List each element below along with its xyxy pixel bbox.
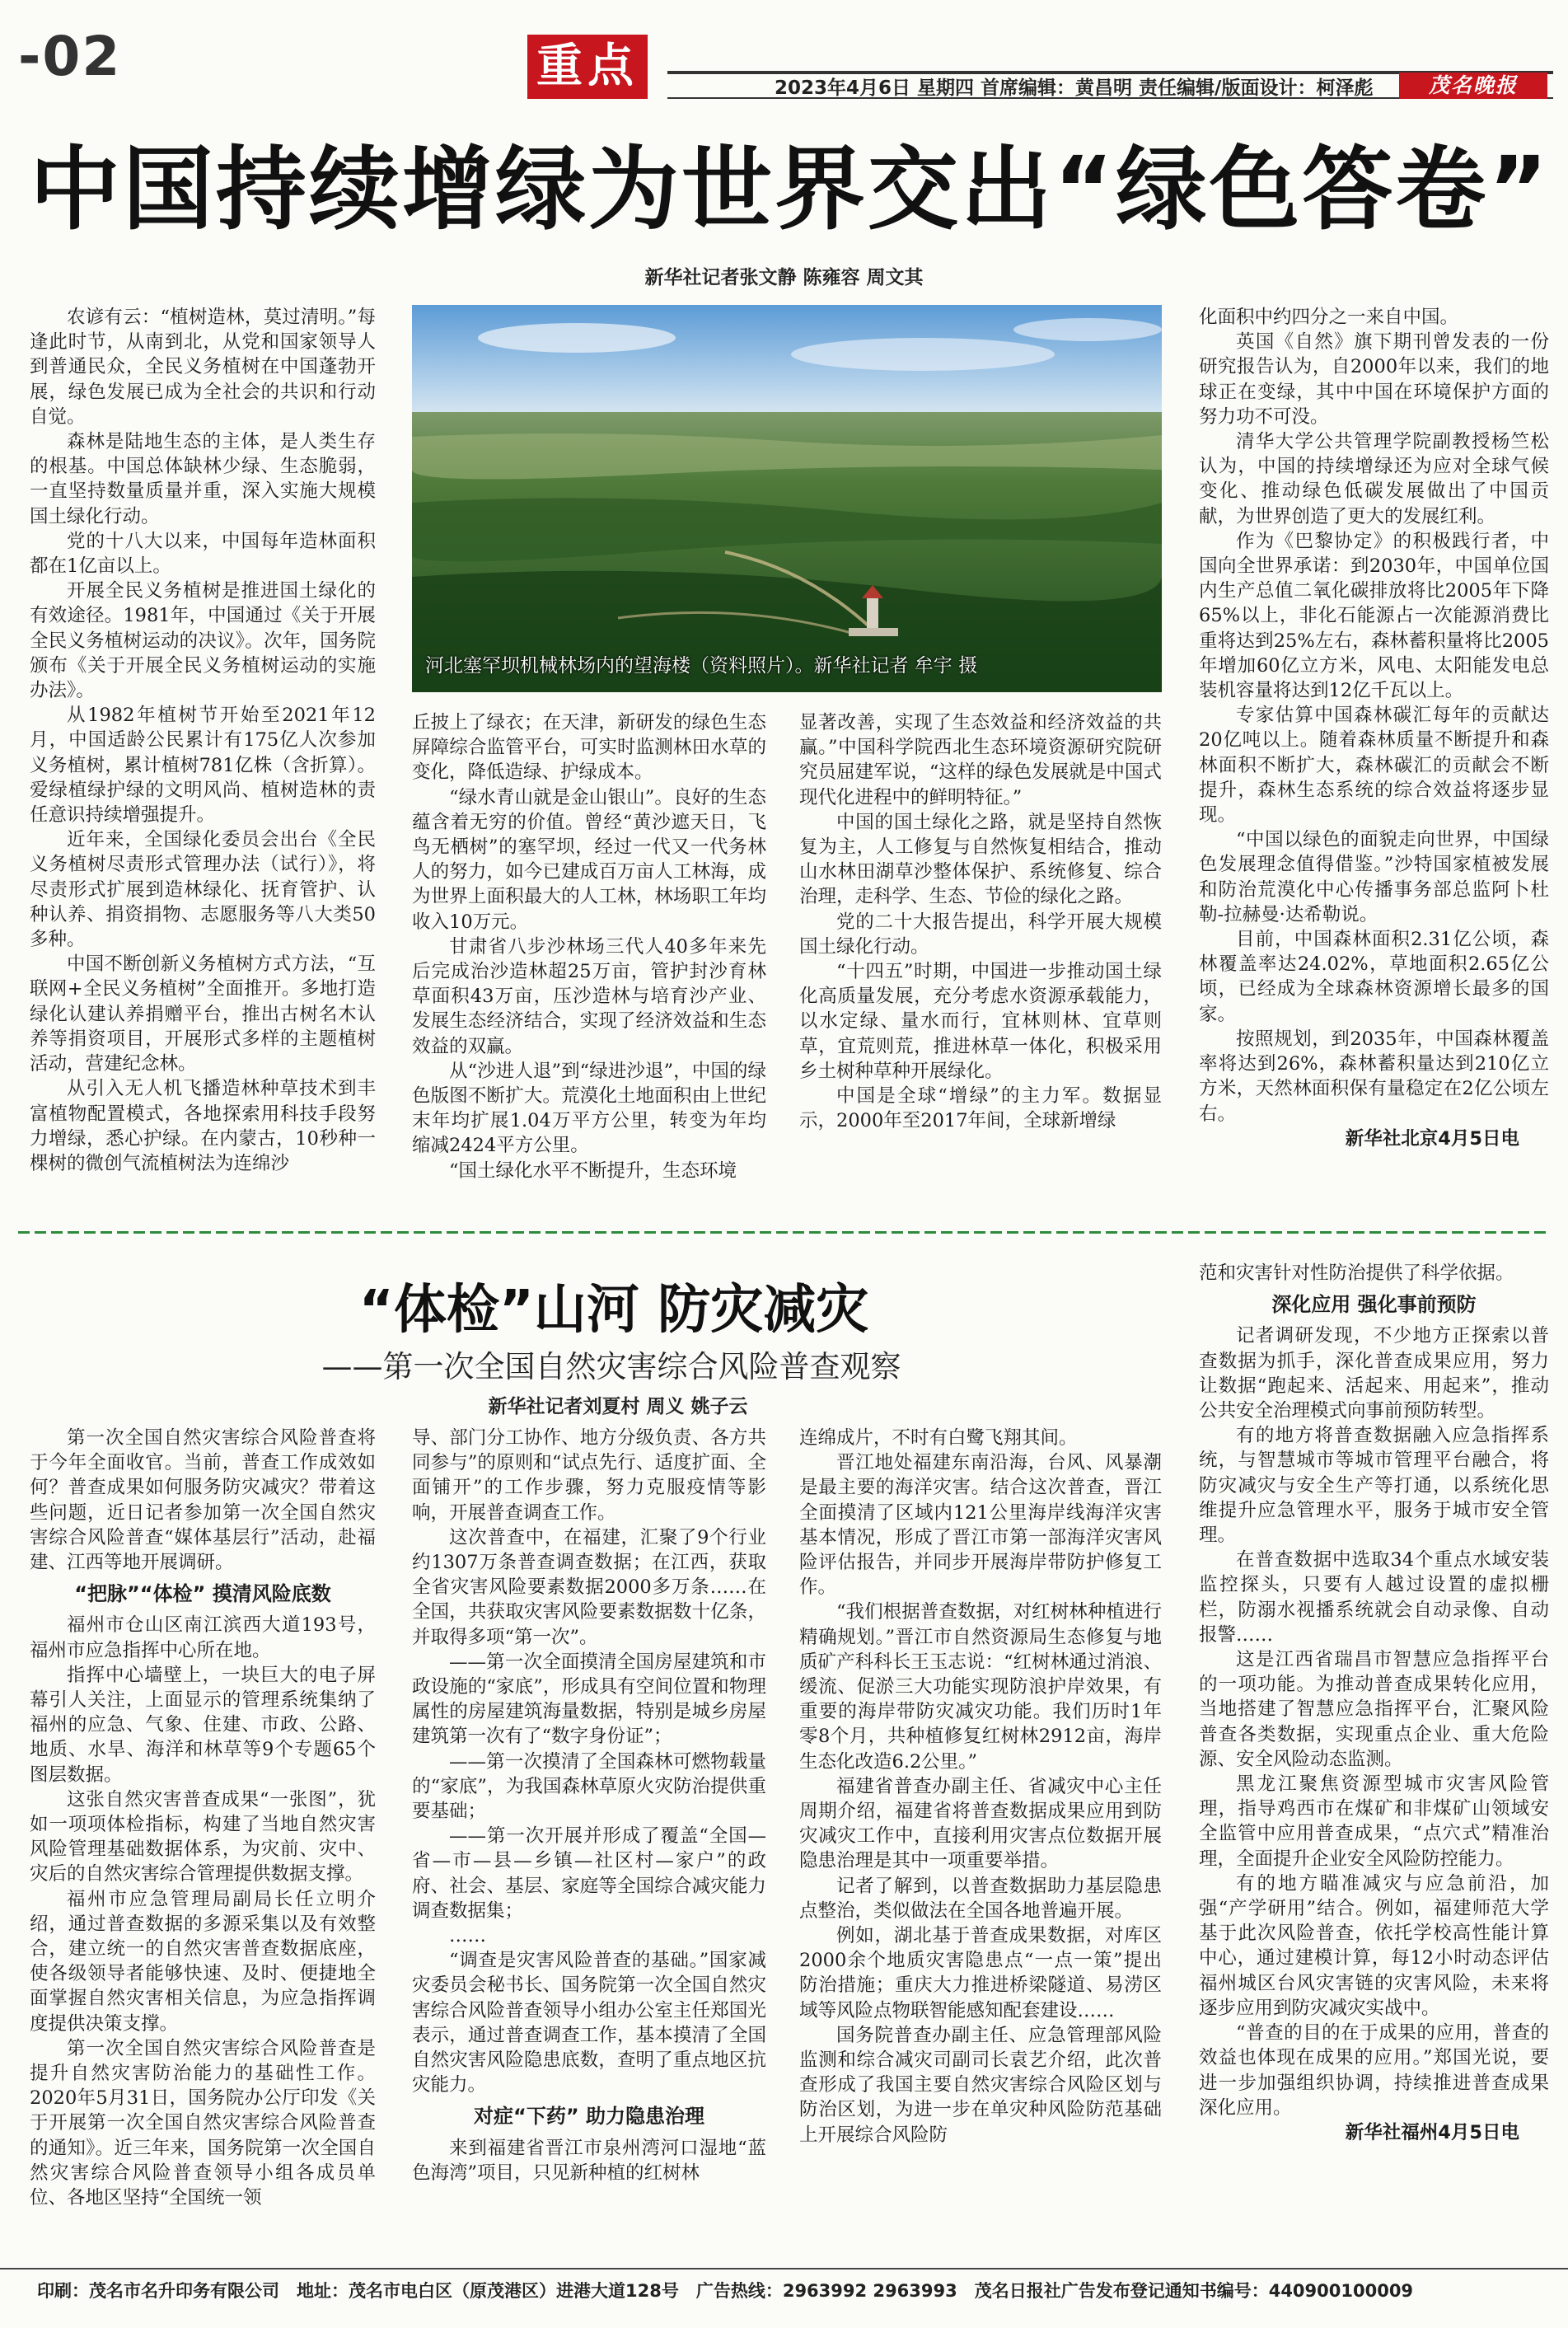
photo-caption: 河北塞罕坝机械林场内的望海楼（资料照片）。新华社记者 牟宇 摄 bbox=[425, 655, 978, 677]
paragraph: 例如，湖北基于普查成果数据，对库区2000余个地质灾害隐患点“一点一策”提出防治措施；重庆大力推进桥梁隧道、易涝区域等风险点物联智能感知配套建设…… bbox=[799, 1925, 1162, 2021]
paragraph: …… bbox=[449, 1925, 486, 1947]
paragraph: 记者了解到，以普查数据助力基层隐患点整治，类似做法在全国各地普遍开展。 bbox=[799, 1875, 1162, 1922]
paragraph: 森林是陆地生态的主体，是人类生存的根基。中国总体缺林少绿、生态脆弱，一直坚持数量质量并重，深入实施大规模国土绿化行动。 bbox=[30, 431, 376, 527]
paragraph: “中国以绿色的面貌走向世界，中国绿色发展理念值得借鉴。”沙特国家植被发展和防治荒漠化中心传播事务部总监阿卜杜勒-拉赫曼·达希勒说。 bbox=[1199, 829, 1549, 925]
paragraph: 连绵成片，不时有白鹭飞翔其间。 bbox=[799, 1427, 1078, 1449]
paragraph: 指挥中心墙壁上，一块巨大的电子屏幕引人关注，上面显示的管理系统集纳了福州的应急、气象、住建、市政、公路、地质、水旱、海洋和林草等9个专题65个图层数据。 bbox=[30, 1664, 376, 1786]
footer-rule bbox=[0, 2268, 1568, 2269]
section-divider bbox=[18, 1231, 1551, 1234]
paragraph: 显著改善，实现了生态效益和经济效益的共赢。”中国科学院西北生态环境资源研究院研究员屈建军说，“这样的绿色发展就是中国式现代化进程中的鲜明特征。” bbox=[799, 712, 1162, 808]
paragraph: 这张自然灾害普查成果“一张图”，犹如一项项体检指标，构建了当地自然灾害风险管理基础数据体系，为灾前、灾中、灾后的自然灾害综合管理提供数据支撑。 bbox=[30, 1788, 376, 1885]
paragraph: 这是江西省瑞昌市智慧应急指挥平台的一项功能。为推动普查成果转化应用，当地搭建了智慧应急指挥平台，汇聚风险普查各类数据，实现重点企业、重大危险源、安全风险动态监测。 bbox=[1199, 1649, 1549, 1770]
paragraph: 英国《自然》旗下期刊曾发表的一份研究报告认为，自2000年以来，我们的地球正在变绿，其中中国在环境保护方面的努力功不可没。 bbox=[1199, 331, 1549, 428]
paragraph: 福建省普查办副主任、省减灾中心主任周期介绍，福建省将普查数据成果应用到防灾减灾工作中，直接利用灾害点位数据开展隐患治理是其中一项重要举措。 bbox=[799, 1775, 1162, 1872]
article1-column-4 bbox=[1199, 305, 1549, 1211]
paragraph: 福州市仓山区南江滨西大道193号，福州市应急指挥中心所在地。 bbox=[30, 1614, 376, 1661]
page-number: -02 bbox=[18, 25, 122, 88]
paragraph: “绿水青山就是金山银山”。良好的生态蕴含着无穷的价值。曾经“黄沙遮天日，飞鸟无栖树”的塞罕坝，经过一代又一代务林人的努力，如今已建成百万亩人工林海，成为世界上面积最大的人工林，林场职工年均收入10万元。 bbox=[412, 786, 766, 933]
paragraph: 范和灾害针对性防治提供了科学依据。 bbox=[1199, 1262, 1514, 1284]
paragraph: 记者调研发现，不少地方正探索以普查数据为抓手，深化普查成果应用，努力让数据“跑起来、活起来、用起来”，推动公共安全治理模式向事前预防转型。 bbox=[1199, 1325, 1549, 1422]
paragraph: “国土绿化水平不断提升，生态环境 bbox=[449, 1159, 737, 1182]
forest-landscape-image bbox=[412, 305, 1162, 692]
article2-column-2-body bbox=[412, 1426, 766, 2097]
article2-byline: 新华社记者刘夏村 周义 姚子云 bbox=[488, 1396, 748, 1417]
paragraph: “我们根据普查数据，对红树林种植进行精确规划。”晋江市自然资源局生态修复与地质矿产科科长王玉志说：“红树林通过消浪、缓流、促淤三大功能实现防浪护岸效果，有重要的海岸带防灾减灾功能。我们历时1年零8个月，共种植修复红树林2912亩，海岸生态化改造6.2公里。” bbox=[799, 1601, 1162, 1773]
section-tag: 重点 bbox=[527, 35, 648, 99]
article2-intro bbox=[30, 1426, 376, 1575]
article2-subhead-2: 对症“下药” 助力隐患治理 bbox=[474, 2105, 704, 2129]
paragraph: 作为《巴黎协定》的积极践行者，中国向全世界承诺：到2030年，中国单位国内生产总值二氧化碳排放将比2005年下降65%以上，非化石能源占一次能源消费比重将达到25%左右，森林蓄积量将比2005年增加60亿立方米，风电、太阳能发电总装机容量将达到12亿千瓦以上。 bbox=[1199, 530, 1549, 702]
paragraph: ——第一次摸清了全国森林可燃物载量的“家底”，为我国森林草原火灾防治提供重要基础； bbox=[412, 1750, 766, 1823]
forest-photo bbox=[412, 305, 1162, 692]
paragraph: 甘肃省八步沙林场三代人40多年来先后完成治沙造林超25万亩，管护封沙育林草面积43万亩，压沙造林与培育沙产业、发展生态经济结合，实现了经济效益和生态效益的双赢。 bbox=[412, 935, 766, 1057]
paragraph: 中国的国土绿化之路，就是坚持自然恢复为主，人工修复与自然恢复相结合，推动山水林田湖草沙整体保护、系统修复、综合治理，走科学、生态、节俭的绿化之路。 bbox=[799, 811, 1162, 908]
paragraph: 从引入无人机飞播造林种草技术到丰富植物配置模式，各地探索用科技手段努力增绿，悉心护绿。在内蒙古，10秒种一棵树的微创气流植树法为连绵沙 bbox=[30, 1078, 376, 1174]
article2-dateline: 新华社福州4月5日电 bbox=[1345, 2121, 1519, 2143]
paragraph: “十四五”时期，中国进一步推动国土绿化高质量发展，充分考虑水资源承载能力，以水定绿、量水而行，宜林则林、宜草则草，宜荒则荒，推进林草一体化，积极采用乡土树种草种开展绿化。 bbox=[799, 961, 1162, 1082]
paragraph: 党的十八大以来，中国每年造林面积都在1亿亩以上。 bbox=[30, 530, 376, 578]
article2-subhead-3: 深化应用 强化事前预防 bbox=[1271, 1293, 1477, 1317]
article2-headline: “体检”山河 防灾减灾 bbox=[358, 1280, 869, 1341]
paragraph: 中国是全球“增绿”的主力军。数据显示，2000年至2017年间，全球新增绿 bbox=[799, 1085, 1162, 1132]
article2-subhead-1: “把脉”“体检” 摸清风险底数 bbox=[74, 1582, 331, 1606]
paragraph: 近年来，全国绿化委员会出台《全民义务植树尽责形式管理办法（试行）》，将尽责形式扩展到造林绿化、抚育管护、认种认养、捐资捐物、志愿服务等八大类50多种。 bbox=[30, 829, 376, 951]
paragraph: 有的地方瞄准减灾与应急前沿，加强“产学研用”结合。例如，福建师范大学基于此次风险普查，依托学校高性能计算中心，通过建模计算，每12小时动态评估福州城区台风灾害链的灾害风险，未来将逐步应用到防灾减灾实战中。 bbox=[1199, 1872, 1549, 2019]
paragraph: 目前，中国森林面积2.31亿公顷，森林覆盖率达24.02%，草地面积2.65亿公顷，已经成为全球森林资源增长最多的国家。 bbox=[1199, 929, 1549, 1025]
paragraph: 党的二十大报告提出，科学开展大规模国土绿化行动。 bbox=[799, 911, 1162, 958]
paragraph: 这次普查中，在福建，汇聚了9个行业约1307万条普查调查数据；在江西，获取全省灾害风险要素数据2000多万条……在全国，共获取灾害风险要素数据数十亿条，并取得多项“第一次”。 bbox=[412, 1526, 766, 1648]
paragraph: 农谚有云：“植树造林，莫过清明。”每逢此时节，从南到北，从党和国家领导人到普通民众，全民义务植树在中国蓬勃开展，绿色发展已成为全社会的共识和行动自觉。 bbox=[30, 307, 376, 428]
paragraph: 在普查数据中选取34个重点水域安装监控探头，只要有人越过设置的虚拟栅栏，防溺水视播系统就会自动录像、自动报警…… bbox=[1199, 1549, 1549, 1646]
paragraph: 从1982年植树节开始至2021年12月，中国适龄公民累计有175亿人次参加义务植树，累计植树781亿株（含折算）。爱绿植绿护绿的文明风尚、植树造林的责任意识持续增强提升。 bbox=[30, 705, 376, 827]
paragraph: 清华大学公共管理学院副教授杨竺松认为，中国的持续增绿还为应对全球气候变化、推动绿色低碳发展做出了中国贡献，为世界创造了更大的发展红利。 bbox=[1199, 431, 1549, 527]
article1-headline: 中国持续增绿为世界交出“绿色答卷” bbox=[30, 137, 1551, 242]
paragraph: 开展全民义务植树是推进国土绿化的有效途径。1981年，中国通过《关于开展全民义务植树运动的决议》。次年，国务院颁布《关于开展全民义务植树运动的实施办法》。 bbox=[30, 580, 376, 702]
article2-column-4 bbox=[1199, 1261, 1549, 2250]
article2-subtitle: ——第一次全国自然灾害综合风险普查观察 bbox=[321, 1349, 901, 1384]
paragraph: 福州市应急管理局副局长任立明介绍，通过普查数据的多源采集以及有效整合，建立统一的自然灾害普查数据底座，使各级领导者能够快速、及时、便捷地全面掌握自然灾害相关信息，为应急指挥调度提供决策支撑。 bbox=[30, 1888, 376, 2035]
paragraph: ——第一次全面摸清全国房屋建筑和市政设施的“家底”，形成具有空间位置和物理属性的房屋建筑海量数据，特别是城乡房屋建筑第一次有了“数字身份证”； bbox=[412, 1651, 766, 1748]
newspaper-logo: 茂名晚报 bbox=[1399, 73, 1547, 99]
paragraph: 第一次全国自然灾害综合风险普查将于今年全面收官。当前，普查工作成效如何？普查成果如何服务防灾减灾？带着这些问题，近日记者参加第一次全国自然灾害综合风险普查“媒体基层行”活动，赴福建、江西等地开展调研。 bbox=[30, 1427, 376, 1574]
footer-imprint: 印刷：茂名市名升印务有限公司 地址：茂名市电白区（原茂港区）进港大道128号 广告热线：2963992 2963993 茂名日报社广告发布登记通知书编号：440900100009 bbox=[37, 2281, 1414, 2301]
paragraph: 晋江地处福建东南沿海，台风、风暴潮是最主要的海洋灾害。结合这次普查，晋江全面摸清了区域内121公里海岸线海洋灾害基本情况，形成了晋江市第一部海洋灾害风险评估报告，并同步开展海岸带防护修复工作。 bbox=[799, 1452, 1162, 1599]
article2-column-1 bbox=[30, 1426, 376, 2250]
paragraph: 中国不断创新义务植树方式方法，“互联网+全民义务植树”全面推开。多地打造绿化认建认养捐赠平台，推出古树名木认养等捐资项目，开展形式多样的主题植树活动，营建纪念林。 bbox=[30, 953, 376, 1075]
paragraph: “调查是灾害风险普查的基础。”国家减灾委员会秘书长、国务院第一次全国自然灾害综合风险普查领导小组办公室主任郑国光表示，通过普查调查工作，基本摸清了全国自然灾害风险隐患底数，查明了重点地区抗灾能力。 bbox=[412, 1950, 766, 2096]
article2-column-2-tail bbox=[412, 2136, 766, 2185]
article1-column-2 bbox=[412, 710, 766, 1213]
article1-byline: 新华社记者张文静 陈雍容 周文其 bbox=[644, 267, 924, 288]
issue-info: 2023年4月6日 星期四 首席编辑：黄昌明 责任编辑/版面设计：柯泽彪 bbox=[775, 77, 1374, 99]
paragraph: 从“沙进人退”到“绿进沙退”，中国的绿色版图不断扩大。荒漠化土地面积由上世纪末年均扩展1.04万平方公里，转变为年均缩减2424平方公里。 bbox=[412, 1060, 766, 1157]
article2-column-2 bbox=[412, 1426, 766, 2250]
article1-dateline: 新华社北京4月5日电 bbox=[1345, 1127, 1519, 1150]
article2-column-4-body bbox=[1199, 1323, 1549, 2120]
paragraph: 化面积中约四分之一来自中国。 bbox=[1199, 307, 1459, 328]
paragraph: 按照规划，到2035年，中国森林覆盖率将达到26%，森林蓄积量达到210亿立方米，天然林面积保有量稳定在2亿公顷左右。 bbox=[1199, 1028, 1549, 1125]
article2-column-4-intro bbox=[1199, 1261, 1549, 1286]
paragraph: 丘披上了绿衣；在天津，新研发的绿色生态屏障综合监管平台，可实时监测林田水草的变化，降低造绿、护绿成本。 bbox=[412, 712, 766, 784]
paragraph: 导、部门分工协作、地方分级负责、各方共同参与”的原则和“试点先行、适度扩面、全面铺开”的工作步骤，努力克服疫情等影响，开展普查调查工作。 bbox=[412, 1427, 766, 1524]
paragraph: ——第一次开展并形成了覆盖“全国—省—市—县—乡镇—社区村—家户”的政府、社会、基层、家庭等全国综合减灾能力调查数据集； bbox=[412, 1825, 766, 1922]
paragraph: “普查的目的在于成果的应用，普查的效益也体现在成果的应用。”郑国光说，要进一步加强组织协调，持续推进普查成果深化应用。 bbox=[1199, 2022, 1549, 2119]
paragraph: 来到福建省晋江市泉州湾河口湿地“蓝色海湾”项目，只见新种植的红树林 bbox=[412, 2137, 766, 2184]
paragraph: 国务院普查办副主任、应急管理部风险监测和综合减灾司副司长袁艺介绍，此次普查形成了我国主要自然灾害综合风险区划与防治区划，为进一步在单灾种风险防范基础上开展综合风险防 bbox=[799, 2024, 1162, 2146]
paragraph: 第一次全国自然灾害综合风险普查是提升自然灾害防治能力的基础性工作。2020年5月31日，国务院办公厅印发《关于开展第一次全国自然灾害综合风险普查的通知》。近三年来，国务院第一次全国自然灾害综合风险普查领导小组各成员单位、各地区坚持“全国统一领 bbox=[30, 2037, 376, 2209]
article1-column-1 bbox=[30, 305, 376, 1211]
paragraph: 有的地方将普查数据融入应急指挥系统，与智慧城市等城市管理平台融合，将防灾减灾与安全生产等打通，以系统化思维提升应急管理水平，服务于城市安全管理。 bbox=[1199, 1425, 1549, 1547]
paragraph: 黑龙江聚焦资源型城市灾害风险管理，指导鸡西市在煤矿和非煤矿山领域安全监管中应用普查成果，“点穴式”精准治理，全面提升企业安全风险防控能力。 bbox=[1199, 1773, 1549, 1870]
article2-column-3 bbox=[799, 1426, 1162, 2250]
article1-column-3 bbox=[799, 710, 1162, 1213]
article1-column-4-body bbox=[1199, 305, 1549, 1127]
article2-column-1-body bbox=[30, 1613, 376, 2210]
paragraph: 专家估算中国森林碳汇每年的贡献达20亿吨以上。随着森林质量不断提升和森林面积不断扩大，森林碳汇的贡献会不断提升，森林生态系统的综合效益将逐步显现。 bbox=[1199, 705, 1549, 827]
